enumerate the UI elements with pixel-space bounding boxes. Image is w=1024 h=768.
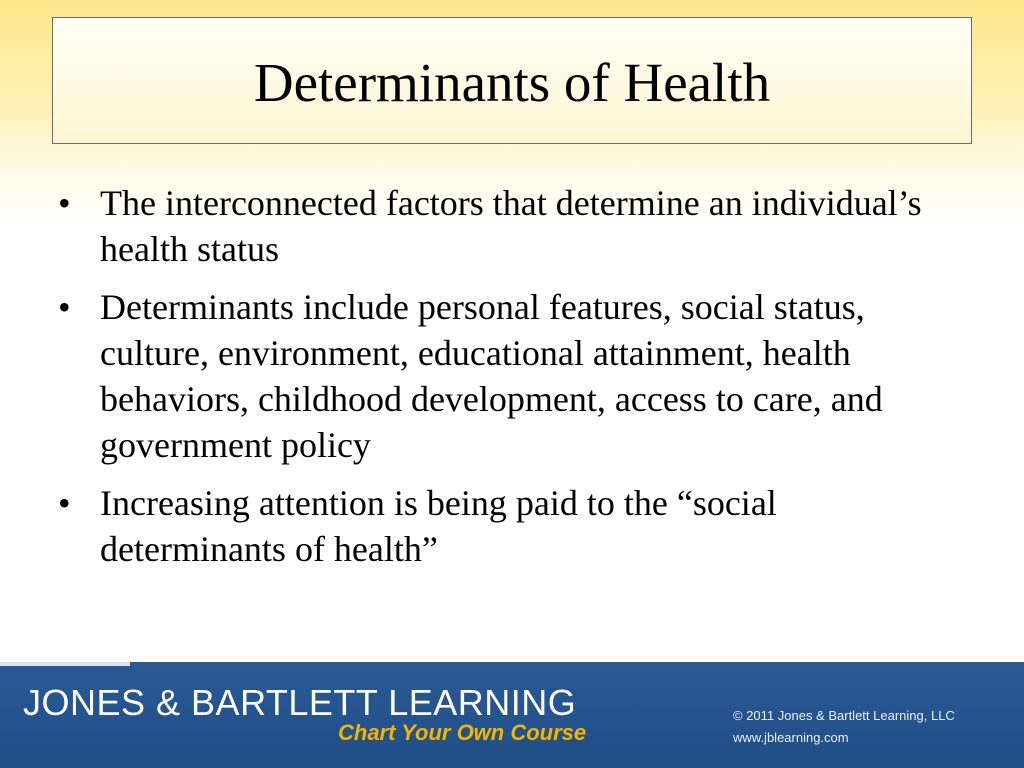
bullet-item — [58, 180, 968, 272]
bullet-text: Determinants include personal features, social status, culture, environment, educational attainment, health behaviors, childhood development, access to care, and government policy — [100, 287, 883, 465]
publisher-footer — [0, 662, 1024, 768]
publisher-tagline: Chart Your Own Course — [338, 720, 587, 745]
bullet-list — [58, 180, 968, 584]
publisher-website: www.jblearning.com — [733, 730, 849, 745]
footer-accent-strip — [0, 662, 130, 666]
bullet-item — [58, 284, 968, 468]
title-box — [52, 17, 972, 144]
bullet-marker: • — [58, 287, 71, 327]
slide-title: Determinants of Health — [253, 52, 771, 113]
bullet-marker: • — [58, 183, 71, 223]
copyright-notice: © 2011 Jones & Bartlett Learning, LLC — [733, 708, 955, 723]
bullet-text: Increasing attention is being paid to the “social determinants of health” — [100, 483, 777, 569]
bullet-marker: • — [58, 483, 71, 523]
bullet-item — [58, 480, 968, 572]
bullet-text: The interconnected factors that determine an individual’s health status — [100, 183, 922, 269]
publisher-logo-text: JONES & BARTLETT LEARNING — [23, 682, 577, 723]
